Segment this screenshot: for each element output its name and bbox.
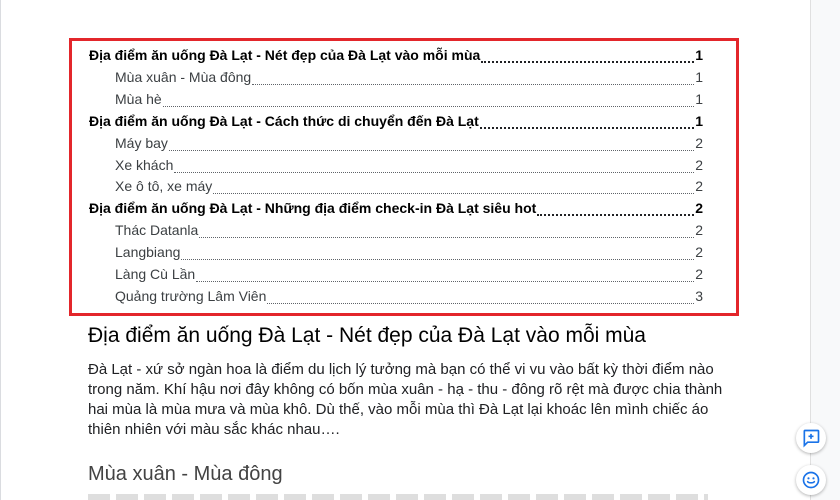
toc-leader-dots: [196, 281, 694, 282]
add-comment-button[interactable]: [796, 423, 826, 453]
clipped-text-line: [88, 494, 708, 500]
toc-entry[interactable]: [115, 157, 703, 177]
toc-leader-dots: [480, 127, 694, 129]
toc-leader-dots: [481, 61, 694, 63]
toc-entry-title: Quảng trường Lâm Viên: [115, 287, 267, 304]
toc-entry-page-number: 2: [695, 134, 703, 151]
toc-entry-title: Địa điểm ăn uống Đà Lạt - Cách thức di chuyển đến Đà Lạt: [89, 112, 479, 129]
toc-entry[interactable]: [115, 222, 703, 242]
add-comment-icon: [801, 428, 821, 448]
toc-entry-title: Xe ô tô, xe máy: [115, 178, 213, 195]
toc-entry-page-number: 1: [695, 47, 703, 63]
toc-entry-title: Làng Cù Lần: [115, 266, 196, 282]
toc-leader-dots: [537, 214, 694, 216]
toc-entry-title: Langbiang: [115, 244, 181, 261]
toc-entry[interactable]: [89, 47, 703, 67]
toc-entry[interactable]: [115, 135, 703, 155]
table-of-contents: [69, 38, 739, 316]
toc-leader-dots: [199, 237, 694, 238]
toc-entry-title: Xe khách: [115, 156, 174, 173]
toc-leader-dots: [252, 84, 694, 85]
toc-leader-dots: [213, 193, 694, 194]
toc-leader-dots: [181, 259, 694, 260]
toc-entry[interactable]: [115, 178, 703, 198]
toc-entry-title: Máy bay: [115, 134, 168, 151]
toc-entry-page-number: 2: [695, 244, 703, 261]
emoji-button[interactable]: [796, 465, 826, 495]
toc-entry[interactable]: [89, 200, 703, 220]
toc-entry-page-number: 2: [695, 178, 703, 195]
toc-entry-page-number: 3: [695, 287, 703, 304]
toc-leader-dots: [163, 106, 695, 107]
toc-entry-page-number: 1: [695, 90, 703, 107]
toc-leader-dots: [267, 303, 694, 304]
toc-entry[interactable]: [89, 113, 703, 133]
toc-entry-title: Thác Datanla: [115, 222, 199, 239]
emoji-icon: [801, 470, 821, 490]
toc-entry-page-number: 2: [695, 266, 703, 282]
toc-entry-page-number: 2: [695, 156, 703, 173]
sub-heading: Mùa xuân - Mùa đông: [88, 463, 283, 485]
toc-leader-dots: [169, 150, 694, 151]
toc-entry[interactable]: [115, 288, 703, 308]
toc-entry-title: Mùa hè: [115, 90, 162, 107]
toc-entry-page-number: 2: [695, 200, 703, 217]
toc-leader-dots: [174, 172, 694, 173]
section-heading: Địa điểm ăn uống Đà Lạt - Nét đẹp của Đà Lạt vào mỗi mùa: [88, 324, 646, 347]
toc-entry-title: Địa điểm ăn uống Đà Lạt - Những địa điểm check-in Đà Lạt siêu hot: [89, 200, 537, 217]
toc-entry[interactable]: [115, 69, 703, 89]
toc-entry-page-number: 1: [695, 112, 703, 129]
toc-entry-page-number: 1: [695, 68, 703, 85]
toc-entry[interactable]: [115, 244, 703, 264]
toc-entry[interactable]: [115, 91, 703, 111]
toc-entry[interactable]: [115, 266, 703, 286]
body-paragraph: Đà Lạt - xứ sở ngàn hoa là điểm du lịch lý tưởng mà bạn có thể vi vu vào bất kỳ thời điểm nào trong năm. Khí hậu nơi đây không có bốn mùa xuân - hạ - thu - đông rõ rệt mà được chia thành hai mùa là mùa mưa và mùa khô. Dù thế, vào mỗi mùa thì Đà Lạt lại khoác lên mình chiếc áo thiên nhiên với màu sắc khác nhau….: [88, 361, 723, 438]
toc-entry-page-number: 2: [695, 222, 703, 239]
toc-entry-title: Mùa xuân - Mùa đông: [115, 68, 252, 85]
toc-entry-title: Địa điểm ăn uống Đà Lạt - Nét đẹp của Đà Lạt vào mỗi mùa: [89, 47, 481, 63]
